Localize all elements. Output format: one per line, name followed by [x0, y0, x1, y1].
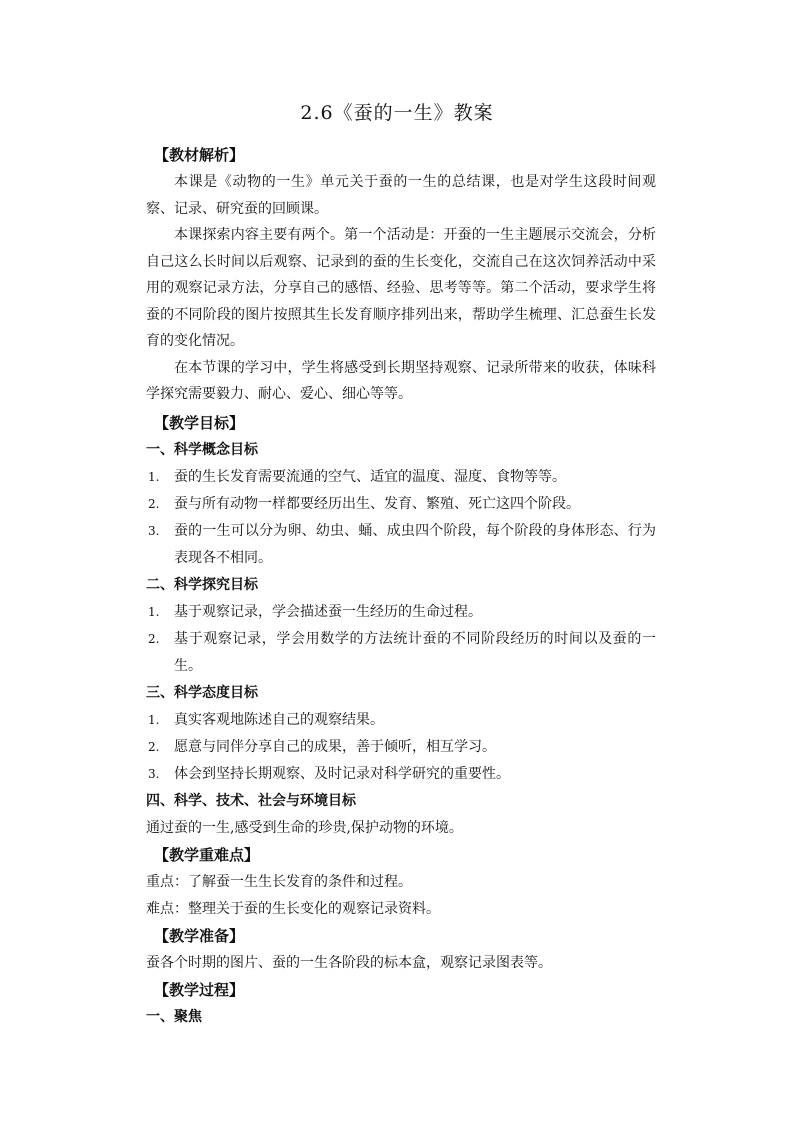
list-item-text: 蚕的生长发育需要流通的空气、适宜的温度、湿度、食物等等。 [174, 468, 566, 485]
list-item-text: 愿意与同伴分享自己的成果，善于倾听，相互学习。 [174, 738, 496, 755]
subheading-focus: 一、聚焦 [146, 1008, 202, 1025]
list-number: 3. [148, 523, 160, 538]
list-item-text: 基于观察记录，学会描述蚕一生经历的生命过程。 [174, 603, 482, 620]
key-point-text: 重点：了解蚕一生生长发育的条件和过程。 [146, 873, 412, 890]
list-number: 2. [148, 631, 160, 646]
list-item [146, 734, 656, 761]
document-title: 2.6《蚕的一生》教案 [300, 102, 494, 124]
list-item-text: 真实客观地陈述自己的观察结果。 [174, 711, 384, 728]
section-heading-preparation: 【教学准备】 [154, 926, 245, 945]
subheading-science-inquiry: 二、科学探究目标 [146, 576, 258, 593]
list-number: 2. [148, 739, 160, 754]
list-item [146, 707, 656, 734]
document-body [146, 142, 656, 1031]
list-item [146, 626, 656, 680]
list-number: 1. [148, 712, 160, 727]
list-item-text: 蚕与所有动物一样都要经历出生、发育、繁殖、死亡这四个阶段。 [174, 495, 580, 512]
list-number: 1. [148, 469, 160, 484]
paragraph: 通过蚕的一生,感受到生命的珍贵,保护动物的环境。 [146, 819, 463, 836]
subheading-stse: 四、科学、技术、社会与环境目标 [146, 792, 356, 809]
list-item [146, 491, 656, 518]
list-number: 2. [148, 496, 160, 511]
list-item [146, 761, 656, 788]
list-number: 1. [148, 604, 160, 619]
paragraph: 本课探索内容主要有两个。第一个活动是：开蚕的一生主题展示交流会，分析自己这么长时间以后观察、记录到的蚕的生长变化，交流自己在这次饲养活动中采用的观察记录方法，分享自己的感悟、经验、思考等等。第二个活动，要求学生将蚕的不同阶段的图片按照其生长发育顺序排列出来，帮助学生梳理、汇总蚕生长发育的变化情况。 [146, 227, 656, 349]
list-item-text: 基于观察记录，学会用数学的方法统计蚕的不同阶段经历的时间以及蚕的一生。 [174, 630, 656, 674]
section-heading-teaching-goals: 【教学目标】 [154, 413, 245, 432]
difficult-point-text: 难点：整理关于蚕的生长变化的观察记录资料。 [146, 900, 440, 917]
section-heading-teaching-process: 【教学过程】 [154, 980, 245, 999]
list-item [146, 518, 656, 572]
list-item [146, 599, 656, 626]
list-item-text: 体会到坚持长期观察、及时记录对科学研究的重要性。 [174, 765, 510, 782]
list-item-text: 蚕的一生可以分为卵、幼虫、蛹、成虫四个阶段，每个阶段的身体形态、行为表现各不相同。 [174, 522, 656, 566]
subheading-science-attitude: 三、科学态度目标 [146, 684, 258, 701]
section-heading-key-difficult-points: 【教学重难点】 [154, 845, 260, 864]
section-heading-textbook-analysis: 【教材解析】 [154, 146, 245, 164]
paragraph: 蚕各个时期的图片、蚕的一生各阶段的标本盒，观察记录图表等。 [146, 954, 552, 971]
list-item [146, 464, 656, 491]
subheading-science-concept: 一、科学概念目标 [146, 441, 258, 458]
paragraph: 在本节课的学习中，学生将感受到长期坚持观察、记录所带来的收获，体味科学探究需要毅力、耐心、爱心、细心等等。 [146, 359, 656, 402]
paragraph: 本课是《动物的一生》单元关于蚕的一生的总结课，也是对学生这段时间观察、记录、研究蚕的回顾课。 [146, 174, 656, 217]
list-number: 3. [148, 766, 160, 781]
